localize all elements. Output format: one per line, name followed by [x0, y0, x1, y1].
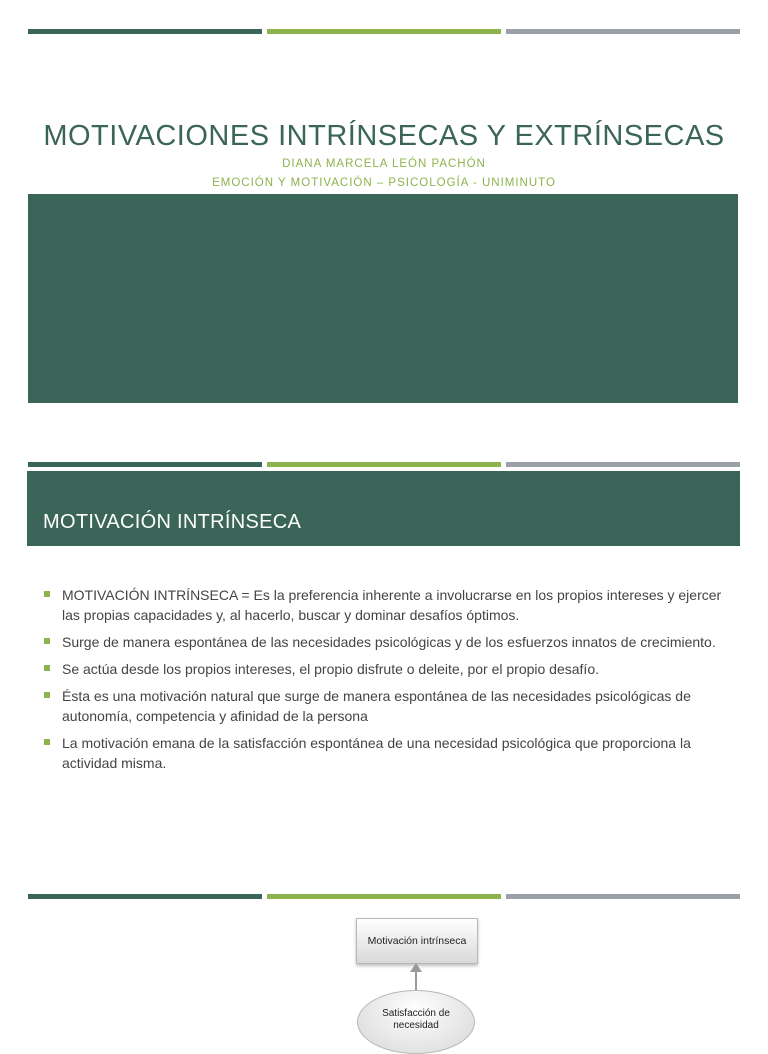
bullet-square-icon: [44, 591, 50, 597]
divider-bar-gray: [506, 29, 740, 34]
bullet-square-icon: [44, 739, 50, 745]
bullet-text: MOTIVACIÓN INTRÍNSECA = Es la preferencia inherente a involucrarse en los propios intereses y ejercer las propias capacidades y, al hacerlo, buscar y dominar desafíos óptimos.: [62, 587, 722, 623]
bullet-text: Se actúa desde los propios intereses, el propio disfrute o deleite, por el propio desafío.: [62, 661, 599, 677]
bullet-square-icon: [44, 638, 50, 644]
list-item: [42, 733, 722, 773]
slide1-course: EMOCIÓN Y MOTIVACIÓN – PSICOLOGÍA - UNIMINUTO: [212, 177, 556, 189]
divider-bars-middle: [28, 462, 740, 468]
divider-bars-top: [28, 29, 740, 35]
slide2-header: [27, 471, 740, 546]
bullet-text: Ésta es una motivación natural que surge de manera espontánea de las necesidades psicológicas de autonomía, competencia y afinidad de la persona: [62, 688, 691, 724]
list-item: [42, 659, 722, 679]
divider-bar-gray: [506, 462, 740, 467]
divider-bar-green: [267, 462, 501, 467]
divider-bar-gray: [506, 894, 740, 899]
bullet-text: La motivación emana de la satisfacción espontánea de una necesidad psicológica que proporciona la actividad misma.: [62, 735, 691, 771]
slide2-bullet-list: [42, 585, 722, 780]
divider-bar-dark: [28, 894, 262, 899]
arrow-line: [415, 970, 417, 990]
slide1-title: MOTIVACIONES INTRÍNSECAS Y EXTRÍNSECAS: [43, 120, 725, 152]
slide1-color-block: [28, 194, 738, 403]
bullet-text: Surge de manera espontánea de las necesidades psicológicas y de los esfuerzos innatos de crecimiento.: [62, 634, 716, 650]
diagram-box-intrinsic: Motivación intrínseca: [356, 918, 478, 964]
list-item: [42, 632, 722, 652]
divider-bar-green: [267, 29, 501, 34]
diagram-ellipse-need: Satisfacción de necesidad: [357, 990, 475, 1054]
divider-bars-bottom: [28, 894, 740, 900]
slide2-title: MOTIVACIÓN INTRÍNSECA: [43, 511, 302, 533]
list-item: [42, 585, 722, 625]
bullet-square-icon: [44, 665, 50, 671]
bullet-square-icon: [44, 692, 50, 698]
divider-bar-green: [267, 894, 501, 899]
divider-bar-dark: [28, 29, 262, 34]
divider-bar-dark: [28, 462, 262, 467]
slide1-author: DIANA MARCELA LEÓN PACHÓN: [282, 158, 486, 170]
list-item: [42, 686, 722, 726]
